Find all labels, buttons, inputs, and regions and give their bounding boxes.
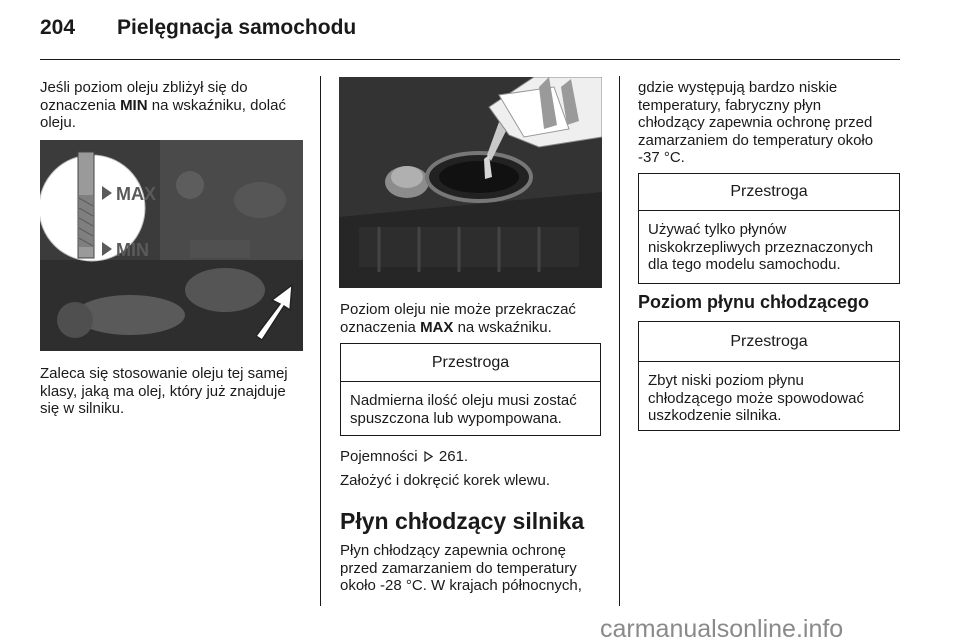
text-line: Jeśli poziom oleju zbliżył się do	[40, 79, 248, 96]
text-line: chłodzącego może spowodować	[648, 389, 864, 407]
oil-type-paragraph	[40, 365, 315, 418]
dipstick-max-label: MAX	[116, 184, 156, 204]
text-line: gdzie występują bardzo niskie	[638, 79, 838, 96]
text-span: na wskaźniku.	[453, 318, 552, 336]
text-line: się w silniku.	[40, 400, 125, 417]
page-number: 204	[40, 16, 76, 39]
text-line: chłodzący zapewnia ochronę przed	[638, 114, 873, 131]
header-divider	[40, 59, 900, 60]
oil-max-paragraph	[340, 301, 615, 336]
caution-box-coolant-low	[638, 321, 900, 431]
page-reference-icon	[424, 451, 433, 462]
text-span: Pojemności	[340, 448, 418, 465]
dipstick-illustration	[40, 140, 303, 351]
caution-box-coolant-type	[638, 173, 900, 284]
caution-title: Przestroga	[639, 174, 899, 211]
dipstick-min-label: MIN	[116, 240, 149, 260]
text-line: spuszczona lub wypompowana.	[350, 409, 562, 427]
caution-body	[639, 362, 899, 433]
caution-body	[639, 211, 899, 282]
caution-title: Przestroga	[341, 344, 600, 382]
column-divider-1	[320, 76, 321, 606]
text-line: Zbyt niski poziom płynu	[648, 372, 804, 389]
watermark-text: carmanualsonline.info	[600, 615, 844, 643]
page-title: Pielęgnacja samochodu	[117, 16, 357, 39]
oil-filling-illustration	[339, 77, 602, 288]
oil-low-paragraph	[40, 79, 315, 132]
text-line: Założyć i dokręcić korek wlewu.	[340, 472, 551, 489]
text-span: oznaczenia	[340, 318, 421, 336]
text-line: klasy, jaką ma olej, który już znajduje	[40, 382, 286, 400]
coolant-paragraph	[340, 542, 615, 595]
text-line: uszkodzenie silnika.	[648, 407, 782, 424]
page-reference-link[interactable]: 261.	[438, 448, 469, 465]
cap-instruction	[340, 472, 615, 490]
text-line: Nadmierna ilość oleju musi zostać	[350, 392, 577, 409]
capacity-reference	[340, 448, 615, 466]
text-line: Poziom oleju nie może przekraczać	[340, 301, 576, 318]
caution-body	[341, 382, 600, 435]
caution-title: Przestroga	[639, 322, 899, 362]
text-span: oznaczenia	[40, 96, 121, 114]
text-line: temperatury, fabryczny płyn	[638, 96, 822, 114]
text-line: niskokrzepliwych przeznaczonych	[648, 238, 874, 256]
text-line: dla tego modelu samochodu.	[648, 256, 841, 273]
coolant-continued-paragraph	[638, 79, 903, 167]
oil-filling-figure	[339, 77, 602, 288]
dipstick-figure	[40, 140, 303, 351]
min-mark-text: MIN	[120, 96, 148, 114]
column-divider-2	[619, 76, 620, 606]
text-line: przed zamarzaniem do temperatury	[340, 559, 577, 577]
caution-box-oil-excess	[340, 343, 601, 436]
text-span: na wskaźniku, dolać	[147, 96, 286, 114]
text-line: zamarzaniem do temperatury około	[638, 131, 874, 149]
text-line: około -28 °C. W krajach północnych,	[340, 577, 582, 594]
text-line: Używać tylko płynów	[648, 221, 787, 238]
text-line: oleju.	[40, 114, 76, 131]
text-line: Zaleca się stosowanie oleju tej samej	[40, 365, 288, 382]
max-mark-text: MAX	[420, 318, 454, 336]
section-heading-coolant: Płyn chłodzący silnika	[340, 508, 585, 534]
text-line: Płyn chłodzący zapewnia ochronę	[340, 542, 566, 559]
subheading-coolant-level: Poziom płynu chłodzącego	[638, 292, 870, 312]
text-line: -37 °C.	[638, 149, 685, 166]
